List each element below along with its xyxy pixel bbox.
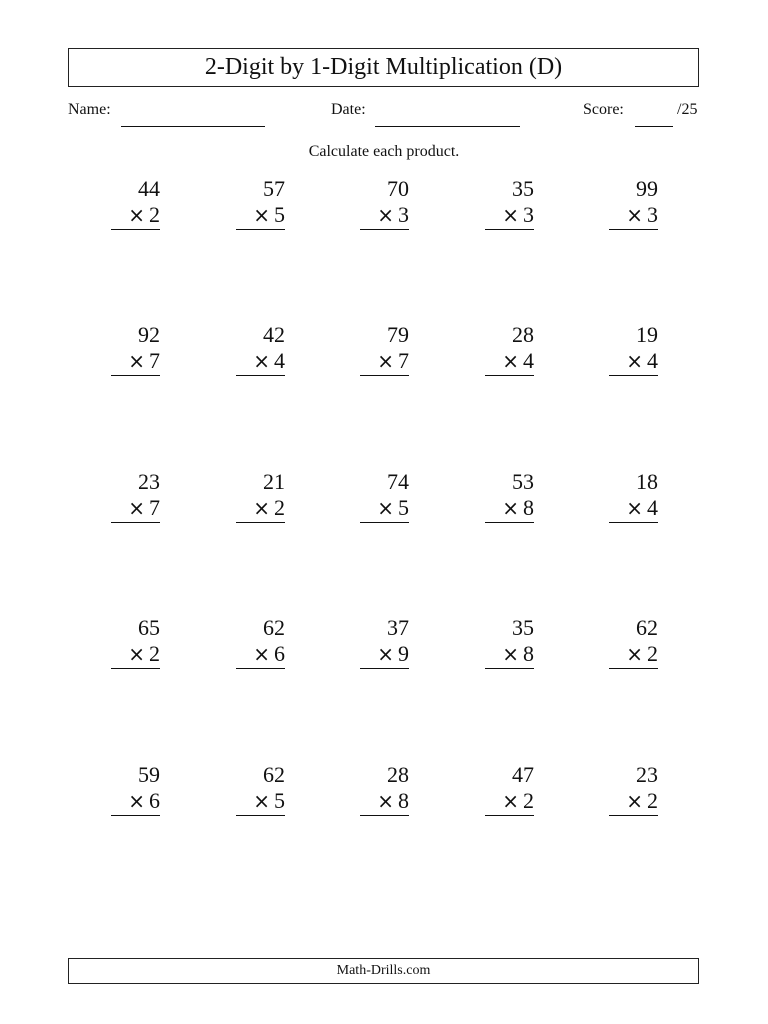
answer-rule xyxy=(609,668,658,669)
multiplier: 2 xyxy=(647,641,658,666)
times-icon: × xyxy=(377,642,394,666)
multiplier-line xyxy=(626,202,658,228)
multiplier: 4 xyxy=(523,348,534,373)
multiplier-line xyxy=(253,495,285,521)
multiplier: 2 xyxy=(647,788,658,813)
score-label: Score: xyxy=(583,101,624,118)
answer-rule xyxy=(236,522,285,523)
times-icon: × xyxy=(502,496,519,520)
answer-rule xyxy=(485,815,534,816)
answer-rule xyxy=(609,375,658,376)
multiplier-line xyxy=(253,641,285,667)
problem-item xyxy=(225,615,285,675)
multiplicand: 23 xyxy=(636,762,658,787)
multiplier: 3 xyxy=(398,202,409,227)
multiplier-line xyxy=(377,788,409,814)
problem-item xyxy=(349,762,409,822)
answer-rule xyxy=(111,668,160,669)
multiplier-line xyxy=(502,495,534,521)
answer-rule xyxy=(609,815,658,816)
multiplicand: 92 xyxy=(138,322,160,347)
multiplier: 8 xyxy=(523,641,534,666)
multiplier-line xyxy=(128,202,160,228)
multiplier: 5 xyxy=(274,788,285,813)
multiplier-line xyxy=(502,348,534,374)
score-total: /25 xyxy=(677,101,698,118)
multiplier: 7 xyxy=(149,495,160,520)
multiplicand: 23 xyxy=(138,469,160,494)
multiplicand: 21 xyxy=(263,469,285,494)
multiplier-line xyxy=(128,495,160,521)
problem-item xyxy=(100,176,160,236)
times-icon: × xyxy=(502,789,519,813)
times-icon: × xyxy=(253,203,270,227)
problem-item xyxy=(225,469,285,529)
multiplier-line xyxy=(377,495,409,521)
problem-item xyxy=(100,322,160,382)
multiplicand: 28 xyxy=(387,762,409,787)
multiplicand: 35 xyxy=(512,176,534,201)
times-icon: × xyxy=(128,349,145,373)
multiplicand: 47 xyxy=(512,762,534,787)
multiplier: 7 xyxy=(149,348,160,373)
times-icon: × xyxy=(626,642,643,666)
multiplier-line xyxy=(253,788,285,814)
times-icon: × xyxy=(626,789,643,813)
multiplier-line xyxy=(377,641,409,667)
problem-item xyxy=(598,762,658,822)
multiplier: 8 xyxy=(523,495,534,520)
multiplier-line xyxy=(626,641,658,667)
multiplicand: 37 xyxy=(387,615,409,640)
problem-item xyxy=(598,615,658,675)
problem-item xyxy=(474,322,534,382)
multiplicand: 62 xyxy=(263,615,285,640)
multiplier: 6 xyxy=(274,641,285,666)
times-icon: × xyxy=(626,349,643,373)
multiplier-line xyxy=(128,788,160,814)
date-label: Date: xyxy=(331,101,366,118)
times-icon: × xyxy=(128,496,145,520)
problem-item xyxy=(598,469,658,529)
multiplicand: 79 xyxy=(387,322,409,347)
name-input-line[interactable] xyxy=(121,126,265,127)
times-icon: × xyxy=(377,496,394,520)
times-icon: × xyxy=(626,203,643,227)
answer-rule xyxy=(609,229,658,230)
multiplier-line xyxy=(253,348,285,374)
problem-item xyxy=(474,176,534,236)
times-icon: × xyxy=(128,642,145,666)
multiplier-line xyxy=(502,641,534,667)
answer-rule xyxy=(485,668,534,669)
times-icon: × xyxy=(128,203,145,227)
problem-item xyxy=(225,322,285,382)
multiplier-line xyxy=(253,202,285,228)
answer-rule xyxy=(360,522,409,523)
multiplier-line xyxy=(377,348,409,374)
problem-item xyxy=(474,762,534,822)
problem-item xyxy=(349,615,409,675)
times-icon: × xyxy=(502,642,519,666)
multiplier: 3 xyxy=(523,202,534,227)
times-icon: × xyxy=(128,789,145,813)
multiplier-line xyxy=(377,202,409,228)
multiplier: 2 xyxy=(149,641,160,666)
answer-rule xyxy=(236,375,285,376)
multiplier-line xyxy=(502,202,534,228)
footer-box xyxy=(68,958,699,984)
problem-item xyxy=(474,469,534,529)
multiplier: 8 xyxy=(398,788,409,813)
times-icon: × xyxy=(253,642,270,666)
problem-item xyxy=(598,322,658,382)
answer-rule xyxy=(111,375,160,376)
multiplier: 4 xyxy=(274,348,285,373)
worksheet-title: 2-Digit by 1-Digit Multiplication (D) xyxy=(204,54,563,80)
multiplicand: 18 xyxy=(636,469,658,494)
multiplier: 5 xyxy=(398,495,409,520)
answer-rule xyxy=(236,668,285,669)
name-label: Name: xyxy=(68,101,111,118)
problem-item xyxy=(349,469,409,529)
answer-rule xyxy=(111,815,160,816)
problem-item xyxy=(100,469,160,529)
multiplicand: 53 xyxy=(512,469,534,494)
answer-rule xyxy=(111,522,160,523)
multiplicand: 70 xyxy=(387,176,409,201)
multiplicand: 28 xyxy=(512,322,534,347)
answer-rule xyxy=(360,668,409,669)
multiplier: 2 xyxy=(523,788,534,813)
worksheet-title-box xyxy=(68,48,699,87)
answer-rule xyxy=(360,229,409,230)
multiplicand: 62 xyxy=(263,762,285,787)
answer-rule xyxy=(236,229,285,230)
problem-item xyxy=(225,762,285,822)
times-icon: × xyxy=(377,349,394,373)
multiplier: 3 xyxy=(647,202,658,227)
times-icon: × xyxy=(253,349,270,373)
multiplicand: 65 xyxy=(138,615,160,640)
multiplicand: 62 xyxy=(636,615,658,640)
answer-rule xyxy=(360,815,409,816)
multiplier: 7 xyxy=(398,348,409,373)
problem-item xyxy=(598,176,658,236)
answer-rule xyxy=(236,815,285,816)
multiplicand: 59 xyxy=(138,762,160,787)
problem-item xyxy=(474,615,534,675)
multiplier: 4 xyxy=(647,495,658,520)
multiplier: 9 xyxy=(398,641,409,666)
answer-rule xyxy=(609,522,658,523)
times-icon: × xyxy=(502,203,519,227)
problem-item xyxy=(225,176,285,236)
score-input-line[interactable] xyxy=(635,126,673,127)
multiplier-line xyxy=(128,641,160,667)
multiplier: 4 xyxy=(647,348,658,373)
multiplier: 2 xyxy=(274,495,285,520)
times-icon: × xyxy=(502,349,519,373)
footer-text: Math-Drills.com xyxy=(336,963,431,978)
problem-item xyxy=(349,176,409,236)
multiplier-line xyxy=(626,495,658,521)
multiplier-line xyxy=(626,348,658,374)
date-input-line[interactable] xyxy=(375,126,520,127)
times-icon: × xyxy=(377,789,394,813)
answer-rule xyxy=(485,229,534,230)
multiplicand: 42 xyxy=(263,322,285,347)
problem-item xyxy=(100,615,160,675)
instructions: Calculate each product. xyxy=(308,143,460,160)
times-icon: × xyxy=(377,203,394,227)
answer-rule xyxy=(485,522,534,523)
multiplicand: 99 xyxy=(636,176,658,201)
multiplicand: 35 xyxy=(512,615,534,640)
multiplier: 2 xyxy=(149,202,160,227)
multiplicand: 57 xyxy=(263,176,285,201)
multiplier-line xyxy=(626,788,658,814)
problem-item xyxy=(100,762,160,822)
times-icon: × xyxy=(253,496,270,520)
problem-item xyxy=(349,322,409,382)
multiplier-line xyxy=(128,348,160,374)
answer-rule xyxy=(111,229,160,230)
times-icon: × xyxy=(626,496,643,520)
answer-rule xyxy=(485,375,534,376)
multiplicand: 44 xyxy=(138,176,160,201)
multiplier-line xyxy=(502,788,534,814)
multiplier: 5 xyxy=(274,202,285,227)
answer-rule xyxy=(360,375,409,376)
multiplicand: 19 xyxy=(636,322,658,347)
multiplicand: 74 xyxy=(387,469,409,494)
times-icon: × xyxy=(253,789,270,813)
multiplier: 6 xyxy=(149,788,160,813)
